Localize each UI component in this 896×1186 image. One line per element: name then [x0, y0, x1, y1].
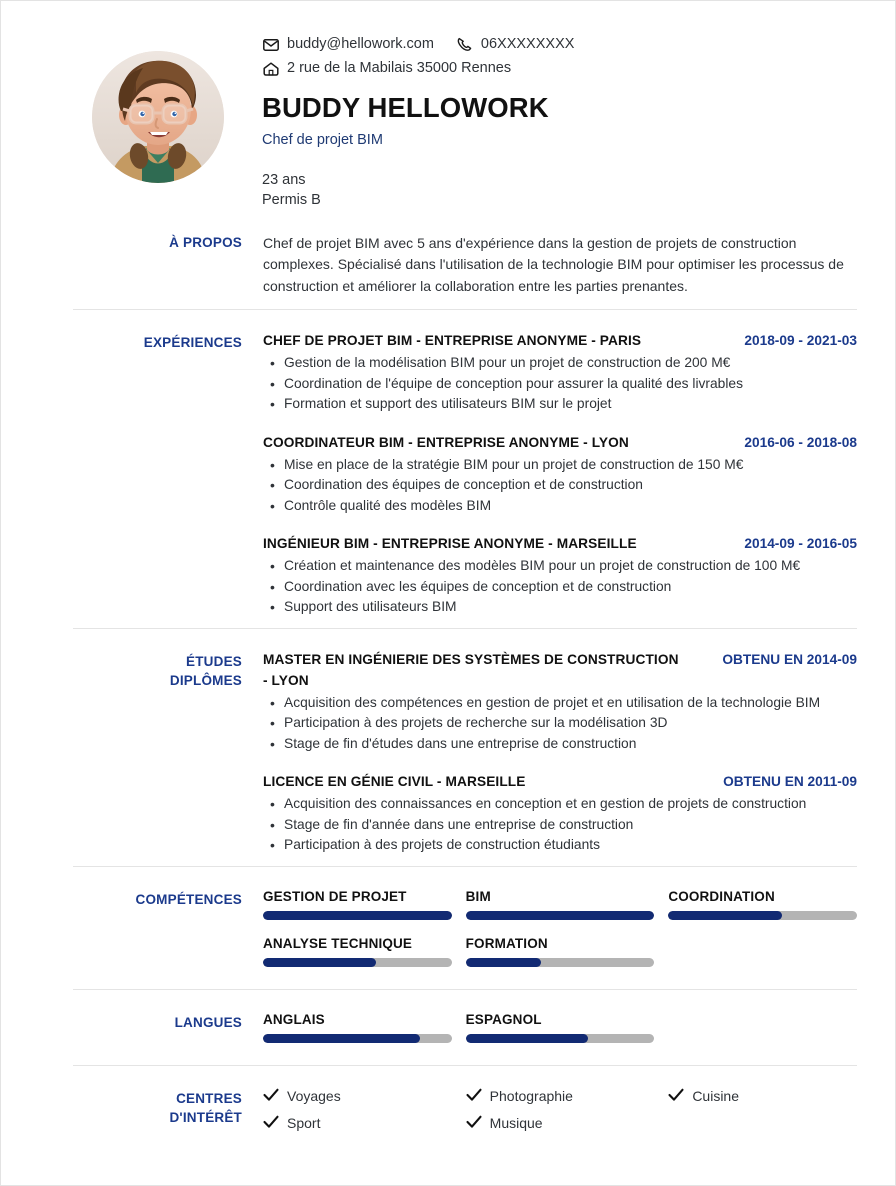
- interest-item: [459, 1088, 662, 1115]
- section-label-education-line1: ÉTUDES: [186, 653, 242, 669]
- section-label-interests-line1: CENTRES: [176, 1090, 242, 1106]
- email-item: [262, 33, 434, 56]
- license-text: Permis B: [262, 191, 321, 208]
- list-item: • Acquisition des connaissances en conception et en gestion de projets de construction: [263, 794, 857, 815]
- experience-head: [263, 432, 857, 453]
- skill-name: FORMATION: [465, 935, 548, 951]
- experience-date: 2016-06 - 2018-08: [744, 434, 857, 450]
- skill-bar-track: [668, 911, 857, 920]
- skill-name: ANALYSE TECHNIQUE: [263, 935, 413, 951]
- section-label-education-line2: DIPLÔMES: [169, 672, 242, 688]
- education-entry: [263, 771, 857, 856]
- section-interests: [73, 1065, 857, 1150]
- interest-item: [256, 1115, 459, 1142]
- contact-line-1: [262, 33, 857, 56]
- skill-bar-fill: [466, 958, 541, 967]
- avatar-container: [73, 29, 243, 183]
- skill-item: [459, 934, 662, 981]
- section-body-education: [263, 639, 857, 866]
- list-item: • Coordination de l'équipe de conception pour assurer la qualité des livrables: [263, 374, 857, 395]
- section-body-interests: [263, 1076, 857, 1150]
- education-bullets: [263, 794, 857, 856]
- home-icon: [262, 61, 280, 77]
- skill-name: BIM: [465, 888, 491, 904]
- avatar-illustration-icon: [92, 51, 224, 183]
- skill-bar-track: [263, 958, 452, 967]
- interest-label: Cuisine: [692, 1087, 740, 1104]
- experience-entry: [263, 330, 857, 415]
- language-name: ESPAGNOL: [465, 1011, 542, 1027]
- education-head: [263, 649, 857, 691]
- list-item: • Mise en place de la stratégie BIM pour un projet de construction de 150 M€: [263, 455, 857, 476]
- section-languages: [73, 989, 857, 1065]
- check-icon: [668, 1088, 684, 1104]
- skill-bar-fill: [668, 911, 781, 920]
- education-bullets: [263, 693, 857, 755]
- email-text: buddy@hellowork.com: [287, 36, 434, 52]
- section-body-experiences: [263, 320, 857, 628]
- interest-item: [459, 1115, 662, 1142]
- section-body-about: [263, 220, 857, 310]
- skill-name: GESTION DE PROJET: [263, 888, 407, 904]
- section-skills: [73, 866, 857, 989]
- address-item: [262, 57, 511, 80]
- interest-item: [256, 1088, 459, 1115]
- cv-header: [73, 29, 857, 210]
- check-icon: [263, 1115, 279, 1131]
- header-details: [243, 29, 857, 210]
- section-label-about: À PROPOS: [169, 234, 242, 250]
- contact-line-2: [262, 57, 857, 80]
- section-label-interests: [73, 1076, 263, 1127]
- skills-grid: [256, 887, 864, 981]
- skill-item: [256, 934, 459, 981]
- list-item: • Gestion de la modélisation BIM pour un projet de construction de 200 M€: [263, 353, 857, 374]
- interests-grid: [256, 1086, 864, 1142]
- phone-text: 06XXXXXXXX: [480, 36, 575, 52]
- experience-entry: [263, 432, 857, 517]
- interest-label: Photographie: [489, 1087, 573, 1104]
- list-item: • Participation à des projets de construction étudiants: [263, 835, 857, 856]
- education-head: [263, 771, 857, 792]
- address-text: 2 rue de la Mabilais 35000 Rennes: [287, 60, 512, 76]
- interest-label: Voyages: [287, 1087, 341, 1104]
- skill-bar-track: [263, 911, 452, 920]
- language-bar-track: [466, 1034, 655, 1043]
- section-education: [73, 628, 857, 866]
- page-title: BUDDY HELLOWORK: [262, 92, 549, 123]
- section-body-languages: [263, 1000, 857, 1065]
- education-date: OBTENU EN 2014-09: [722, 651, 857, 667]
- cv-sheet: [1, 1, 895, 1170]
- list-item: • Stage de fin d'études dans une entreprise de construction: [263, 734, 857, 755]
- languages-grid: [256, 1010, 864, 1057]
- experience-head: [263, 533, 857, 554]
- experience-date: 2018-09 - 2021-03: [744, 333, 857, 349]
- section-body-skills: [263, 877, 857, 989]
- about-text: Chef de projet BIM avec 5 ans d'expérience dans la gestion de projets de construction complexes. Spécialisé dans l'utilisation de la technologie BIM pour optimiser les processus de construction et améliorer la collaboration entre les parties prenantes.: [263, 234, 844, 294]
- avatar: [92, 51, 224, 183]
- education-date: OBTENU EN 2011-09: [723, 774, 857, 790]
- skill-bar-fill: [466, 911, 655, 920]
- section-label-experiences: EXPÉRIENCES: [143, 335, 242, 351]
- list-item: • Formation et support des utilisateurs BIM sur le projet: [263, 394, 857, 415]
- interest-label: Musique: [489, 1114, 543, 1131]
- section-label-education: [73, 639, 263, 690]
- list-item: • Coordination des équipes de conception et de construction: [263, 475, 857, 496]
- list-item: • Participation à des projets de recherche sur la modélisation 3D: [263, 713, 857, 734]
- language-item: [256, 1010, 459, 1057]
- experience-bullets: [263, 556, 857, 618]
- interest-item: [661, 1088, 864, 1115]
- skill-bar-fill: [263, 911, 452, 920]
- job-title: Chef de projet BIM: [262, 132, 383, 149]
- skill-item: [661, 887, 864, 934]
- skill-item: [459, 887, 662, 934]
- check-icon: [263, 1088, 279, 1104]
- list-item: • Coordination avec les équipes de conception et de construction: [263, 577, 857, 598]
- section-label-interests-line2: D'INTÉRÊT: [169, 1109, 242, 1125]
- section-label-languages: LANGUES: [174, 1014, 242, 1030]
- experience-title: CHEF DE PROJET BIM - ENTREPRISE ANONYME - PARIS: [263, 333, 642, 349]
- section-about: [73, 210, 857, 310]
- education-entry: [263, 649, 857, 755]
- language-bar-fill: [466, 1034, 589, 1043]
- section-experiences: [73, 309, 857, 628]
- skill-bar-track: [466, 958, 655, 967]
- language-bar-fill: [263, 1034, 420, 1043]
- experience-bullets: [263, 455, 857, 517]
- age-text: 23 ans: [262, 171, 306, 188]
- experience-head: [263, 330, 857, 351]
- experience-date: 2014-09 - 2016-05: [744, 536, 857, 552]
- envelope-icon: [262, 37, 280, 53]
- list-item: • Acquisition des compétences en gestion de projet et en utilisation de la technologie BIM: [263, 693, 857, 714]
- language-name: ANGLAIS: [263, 1011, 325, 1027]
- skill-bar-fill: [263, 958, 376, 967]
- skill-item: [256, 887, 459, 934]
- phone-icon: [456, 37, 474, 53]
- education-title: LICENCE EN GÉNIE CIVIL - MARSEILLE: [263, 774, 526, 790]
- interest-label: Sport: [287, 1114, 321, 1131]
- experience-title: INGÉNIEUR BIM - ENTREPRISE ANONYME - MARSEILLE: [263, 536, 637, 552]
- education-title: MASTER EN INGÉNIERIE DES SYSTÈMES DE CONSTRUCTION - LYON: [263, 651, 679, 688]
- language-item: [459, 1010, 662, 1057]
- list-item: • Support des utilisateurs BIM: [263, 597, 857, 618]
- skill-bar-track: [466, 911, 655, 920]
- list-item: • Création et maintenance des modèles BIM pour un projet de construction de 100 M€: [263, 556, 857, 577]
- check-icon: [466, 1115, 482, 1131]
- experience-entry: [263, 533, 857, 618]
- check-icon: [466, 1088, 482, 1104]
- section-label-skills: COMPÉTENCES: [135, 891, 242, 907]
- list-item: • Stage de fin d'année dans une entreprise de construction: [263, 815, 857, 836]
- list-item: • Contrôle qualité des modèles BIM: [263, 496, 857, 517]
- phone-item: [456, 33, 575, 56]
- experience-bullets: [263, 353, 857, 415]
- skill-name: COORDINATION: [668, 888, 775, 904]
- experience-title: COORDINATEUR BIM - ENTREPRISE ANONYME - LYON: [263, 434, 629, 450]
- language-bar-track: [263, 1034, 452, 1043]
